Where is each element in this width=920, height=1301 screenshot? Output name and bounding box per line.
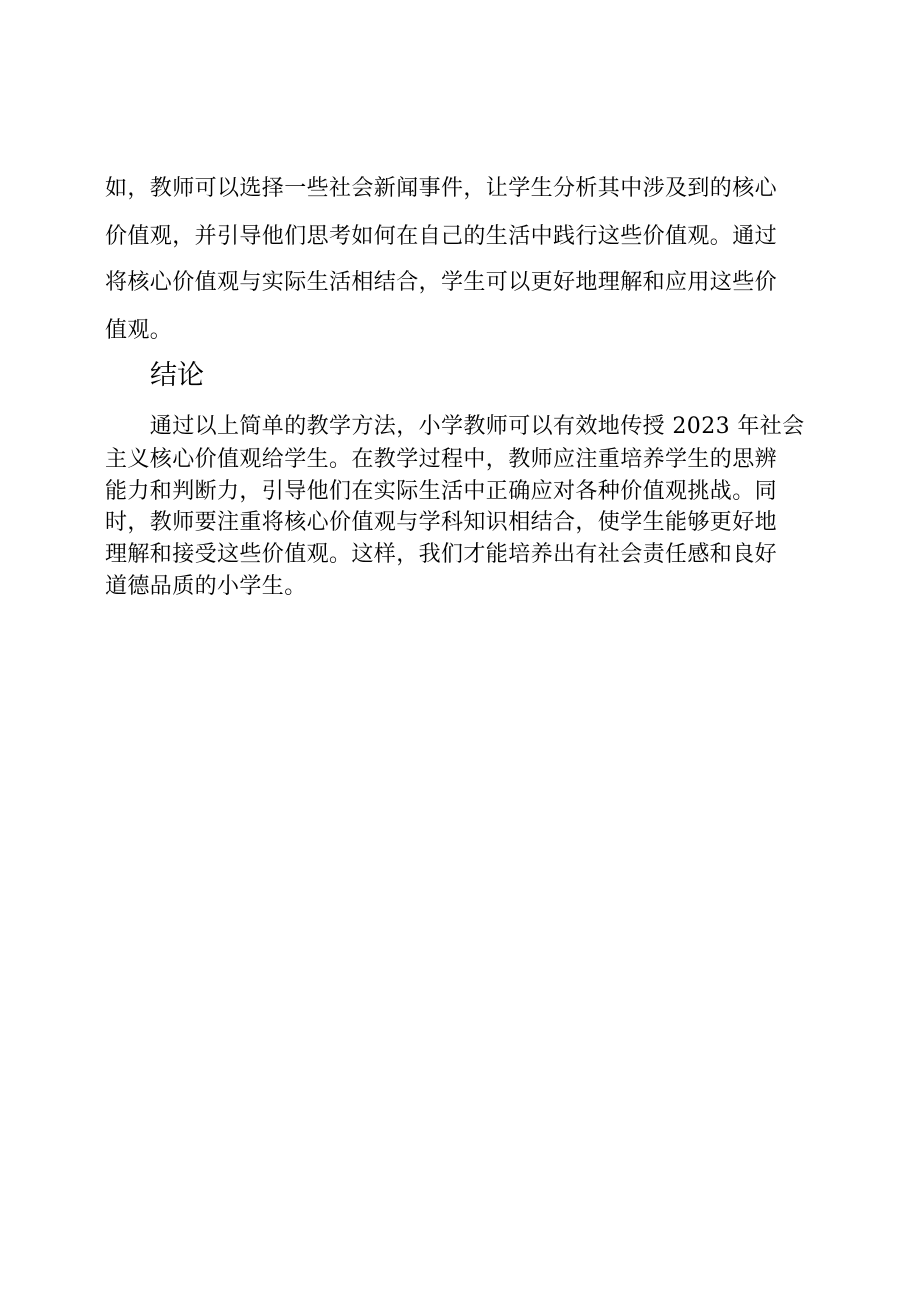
- paragraph-line: 将核心价值观与实际生活相结合，学生可以更好地理解和应用这些价: [105, 270, 778, 295]
- paragraph-line: 道德品质的小学生。: [105, 574, 307, 599]
- paragraph-line: 能力和判断力，引导他们在实际生活中正确应对各种价值观挑战。同: [105, 479, 778, 504]
- paragraph-line: 价值观，并引导他们思考如何在自己的生活中践行这些价值观。通过: [105, 224, 778, 249]
- paragraph-line: 时，教师要注重将核心价值观与学科知识相结合，使学生能够更好地: [105, 510, 778, 535]
- paragraph-line: 理解和接受这些价值观。这样，我们才能培养出有社会责任感和良好: [105, 542, 778, 567]
- paragraph-line: 通过以上简单的教学方法，小学教师可以有效地传授 2023 年社会: [105, 414, 805, 439]
- paragraph-line: 如，教师可以选择一些社会新闻事件，让学生分析其中涉及到的核心: [105, 176, 778, 201]
- paragraph-line: 主义核心价值观给学生。在教学过程中，教师应注重培养学生的思辨: [105, 447, 778, 472]
- paragraph-line: 值观。: [105, 318, 173, 343]
- conclusion-heading: 结论: [150, 360, 204, 391]
